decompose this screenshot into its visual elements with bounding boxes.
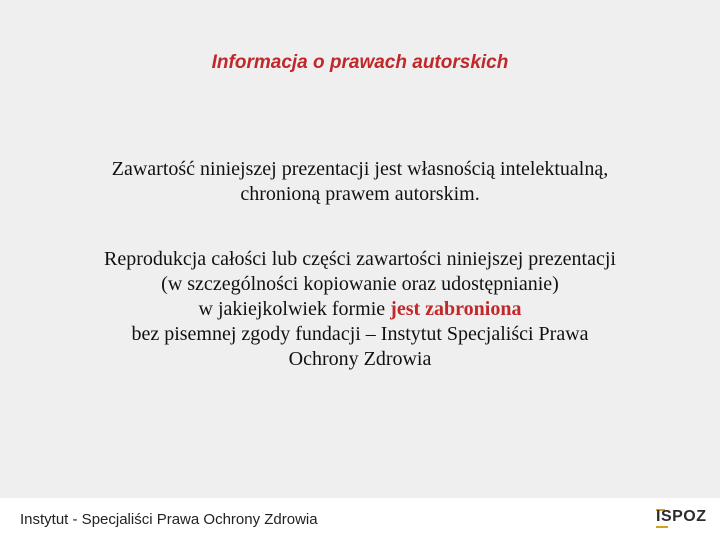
copyright-paragraph-2 <box>20 247 700 372</box>
copyright-paragraph-1 <box>20 157 700 207</box>
paragraph-line: Reprodukcja całości lub części zawartości niniejszej prezentacji <box>104 248 616 270</box>
paragraph-line: (w szczególności kopiowanie oraz udostępnianie) <box>161 273 559 295</box>
paragraph-line: bez pisemnej zgody fundacji – Instytut Specjaliści Prawa <box>131 323 589 345</box>
logo-text: ISPOZ <box>656 508 707 525</box>
prohibited-emphasis: jest zabroniona <box>390 298 522 320</box>
logo-accent-bar <box>656 526 668 528</box>
paragraph-line: Zawartość niniejszej prezentacji jest własnością intelektualną, <box>111 158 609 180</box>
slide-footer <box>0 498 720 540</box>
slide-title: Informacja o prawach autorskich <box>211 52 509 73</box>
footer-institution: Instytut - Specjaliści Prawa Ochrony Zdrowia <box>20 511 318 528</box>
paragraph-line <box>20 297 700 322</box>
paragraph-line: Ochrony Zdrowia <box>288 348 432 370</box>
paragraph-text: w jakiejkolwiek formie <box>198 298 391 320</box>
paragraph-line: chronioną prawem autorskim. <box>240 183 480 205</box>
ispoz-logo <box>652 506 712 534</box>
